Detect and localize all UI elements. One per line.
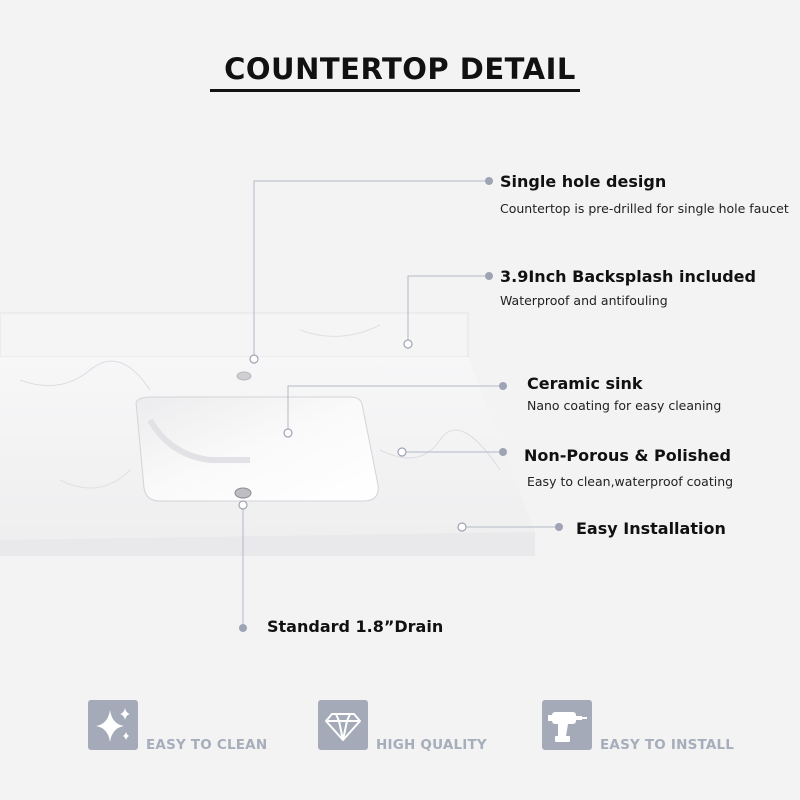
sparkle-icon [88,700,138,750]
diamond-icon [318,700,368,750]
callout-non-porous-detail: Easy to clean,waterproof coating [527,474,734,489]
callout-single-hole-detail: Countertop is pre-drilled for single hole faucet [500,201,789,216]
callout-backsplash-heading: 3.9Inch Backsplash included [500,267,756,286]
callout-drain-heading: Standard 1.8”Drain [267,617,444,636]
power-drill-icon [542,700,592,750]
callout-single-hole-heading: Single hole design [500,172,667,191]
feature-label: EASY TO CLEAN [146,737,268,753]
faucet-hole [237,372,251,380]
drain [235,488,251,498]
callout-installation-heading: Easy Installation [576,519,726,538]
callout-ceramic-sink-detail: Nano coating for easy cleaning [527,398,722,413]
callout-ceramic-sink-heading: Ceramic sink [527,374,643,393]
page-title: COUNTERTOP DETAIL [224,52,576,86]
feature-label: EASY TO INSTALL [600,737,735,753]
callout-backsplash-detail: Waterproof and antifouling [500,293,668,308]
callout-non-porous-heading: Non-Porous & Polished [524,446,731,465]
feature-label: HIGH QUALITY [376,737,487,753]
backsplash [0,313,468,357]
